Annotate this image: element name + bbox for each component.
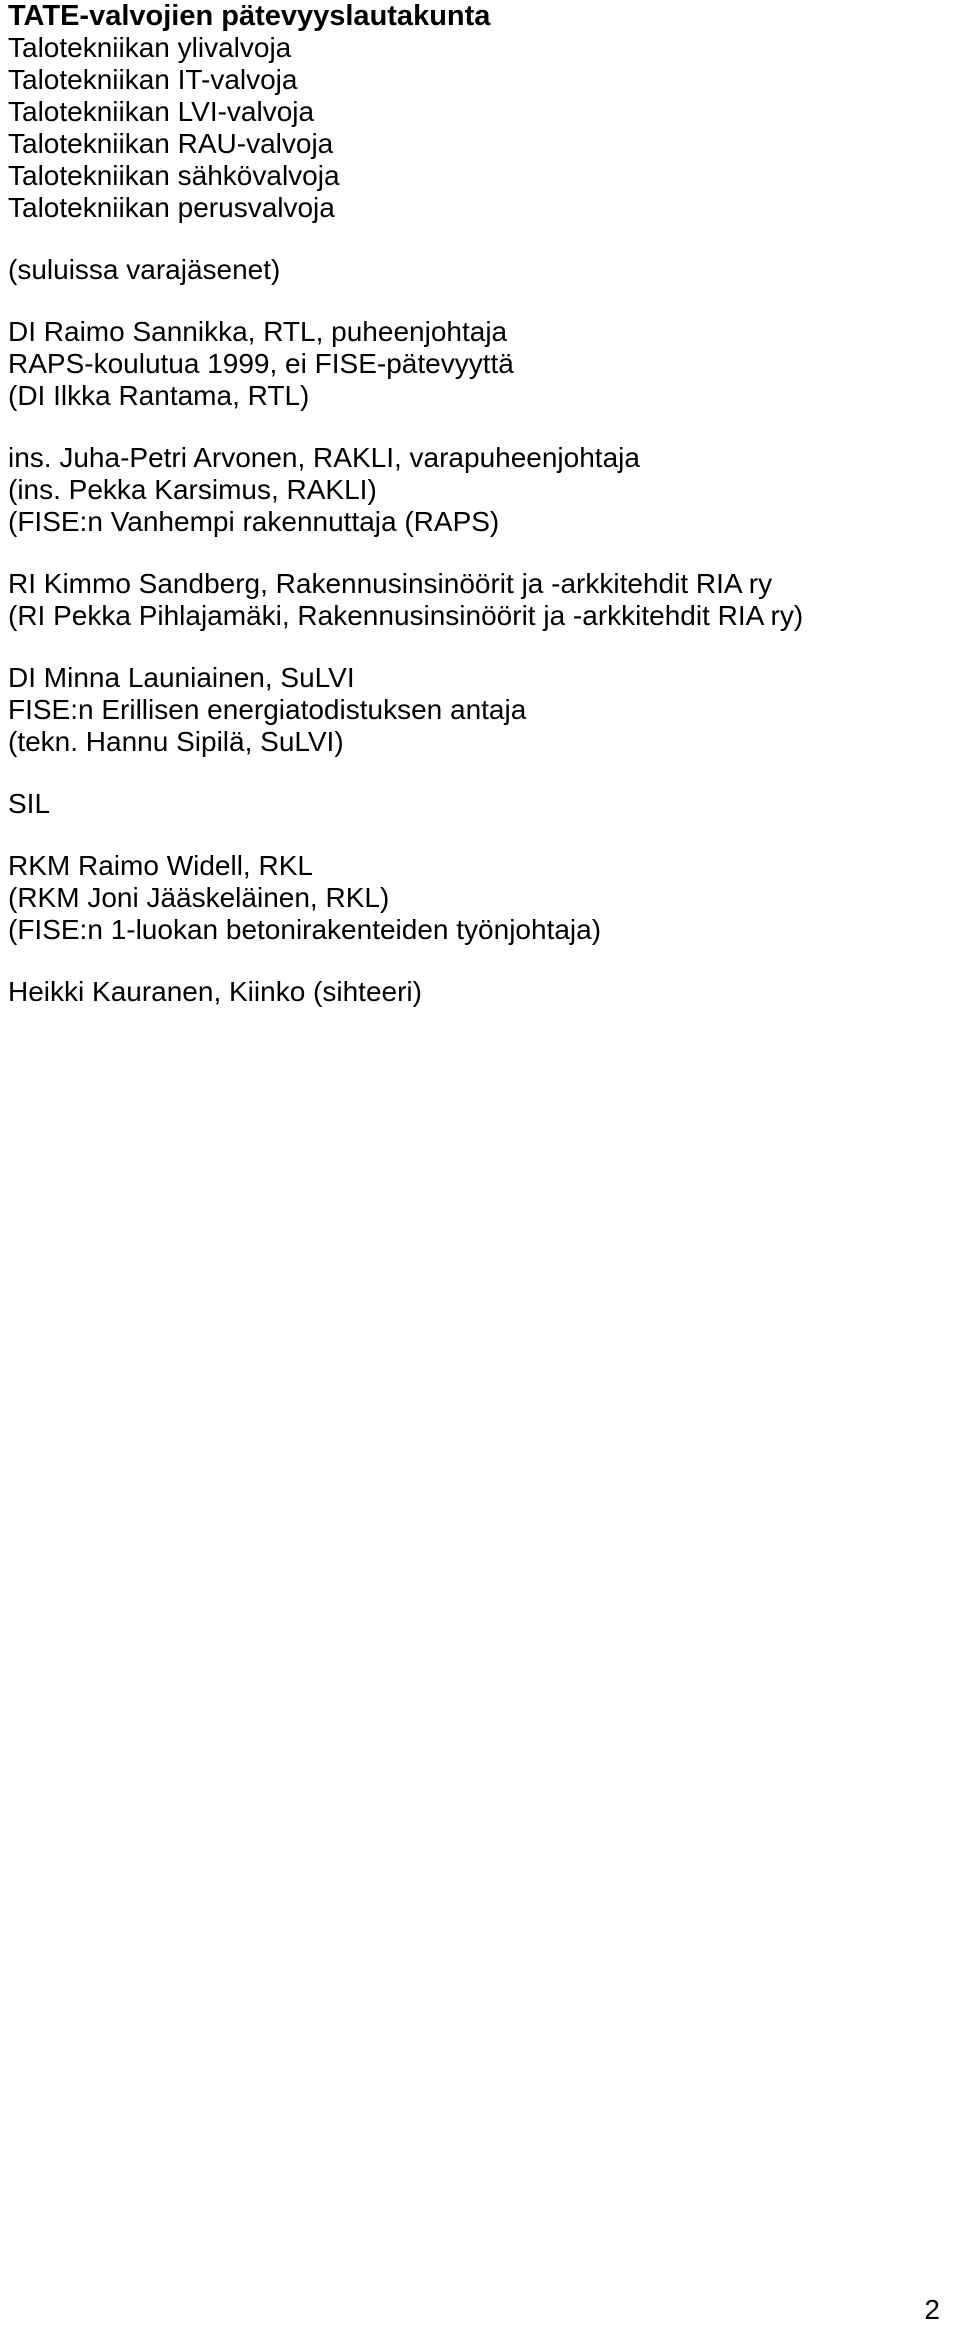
member-line: RKM Raimo Widell, RKL <box>8 850 313 881</box>
member-line: (RKM Joni Jääskeläinen, RKL) <box>8 882 390 913</box>
member-line: (RI Pekka Pihlajamäki, Rakennusinsinöörit ja -arkkitehdit RIA ry) <box>8 600 804 631</box>
document-body <box>8 0 956 1008</box>
role-item: Talotekniikan sähkövalvoja <box>8 160 340 191</box>
role-item: Talotekniikan IT-valvoja <box>8 64 298 95</box>
role-item: Talotekniikan ylivalvoja <box>8 32 292 63</box>
member-line: (DI Ilkka Rantama, RTL) <box>8 380 310 411</box>
member-line: Heikki Kauranen, Kiinko (sihteeri) <box>8 976 422 1007</box>
member-line: FISE:n Erillisen energiatodistuksen antaja <box>8 694 527 725</box>
deputies-note: (suluissa varajäsenet) <box>8 254 281 285</box>
role-item: Talotekniikan perusvalvoja <box>8 192 335 223</box>
member-line: (FISE:n 1-luokan betonirakenteiden työnjohtaja) <box>8 914 602 945</box>
member-line: ins. Juha-Petri Arvonen, RAKLI, varapuheenjohtaja <box>8 442 640 473</box>
member-line: (tekn. Hannu Sipilä, SuLVI) <box>8 726 344 757</box>
member-line: RAPS-koulutua 1999, ei FISE-pätevyyttä <box>8 348 514 379</box>
member-line: DI Raimo Sannikka, RTL, puheenjohtaja <box>8 316 508 347</box>
member-block-sil <box>8 788 956 820</box>
note-block <box>8 254 956 286</box>
member-line: (ins. Pekka Karsimus, RAKLI) <box>8 474 377 505</box>
member-block-rkl <box>8 850 956 946</box>
role-list <box>8 32 956 224</box>
member-line: SIL <box>8 788 51 819</box>
role-item: Talotekniikan LVI-valvoja <box>8 96 315 127</box>
member-block-chair <box>8 316 956 412</box>
member-line: DI Minna Launiainen, SuLVI <box>8 662 355 693</box>
role-item: Talotekniikan RAU-valvoja <box>8 128 334 159</box>
document-title: TATE-valvojien pätevyyslautakunta <box>8 0 491 32</box>
member-block-ria <box>8 568 956 632</box>
member-block-vice-chair <box>8 442 956 538</box>
member-line: (FISE:n Vanhempi rakennuttaja (RAPS) <box>8 506 500 537</box>
member-block-secretary <box>8 976 956 1008</box>
page-number: 2 <box>924 2294 940 2325</box>
member-block-sulvi <box>8 662 956 758</box>
member-line: RI Kimmo Sandberg, Rakennusinsinöörit ja -arkkitehdit RIA ry <box>8 568 773 599</box>
